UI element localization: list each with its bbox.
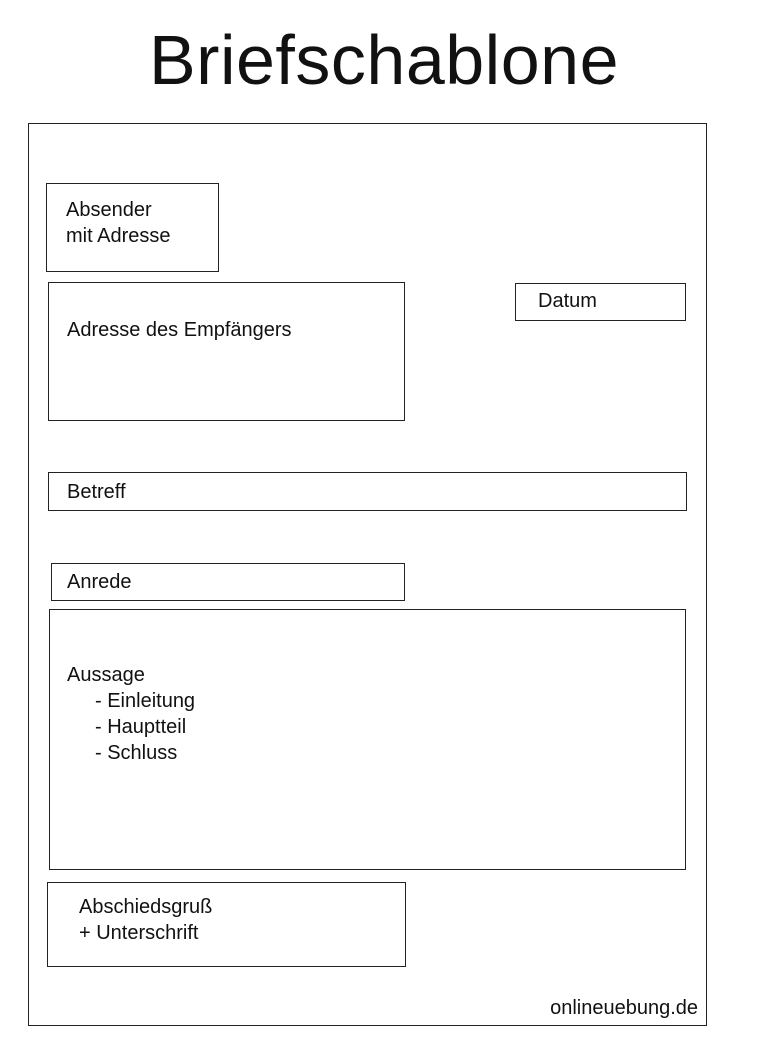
closing-line-1: Abschiedsgruß <box>79 896 213 918</box>
closing-box <box>47 882 406 967</box>
date-label: Datum <box>538 290 597 312</box>
sender-box <box>46 183 219 272</box>
subject-label: Betreff <box>67 481 126 503</box>
sender-line-2: mit Adresse <box>66 225 171 247</box>
body-points-list <box>95 688 195 766</box>
sender-line-1: Absender <box>66 199 152 221</box>
salutation-label: Anrede <box>67 571 132 593</box>
closing-line-2: + Unterschrift <box>79 922 199 944</box>
salutation-box <box>51 563 405 601</box>
body-point-conclusion: - Schluss <box>95 742 178 764</box>
closing-label <box>79 894 212 946</box>
subject-box <box>48 472 687 511</box>
recipient-label: Adresse des Empfängers <box>67 319 292 341</box>
recipient-box <box>48 282 405 421</box>
sender-label <box>66 197 170 249</box>
body-point-main-part: - Hauptteil <box>95 716 187 738</box>
site-credit: onlineuebung.de <box>550 997 698 1019</box>
page-title: Briefschablone <box>148 21 620 99</box>
body-label: Aussage <box>67 664 145 686</box>
body-point-introduction: - Einleitung <box>95 690 196 712</box>
date-box <box>515 283 686 321</box>
body-box <box>49 609 686 870</box>
